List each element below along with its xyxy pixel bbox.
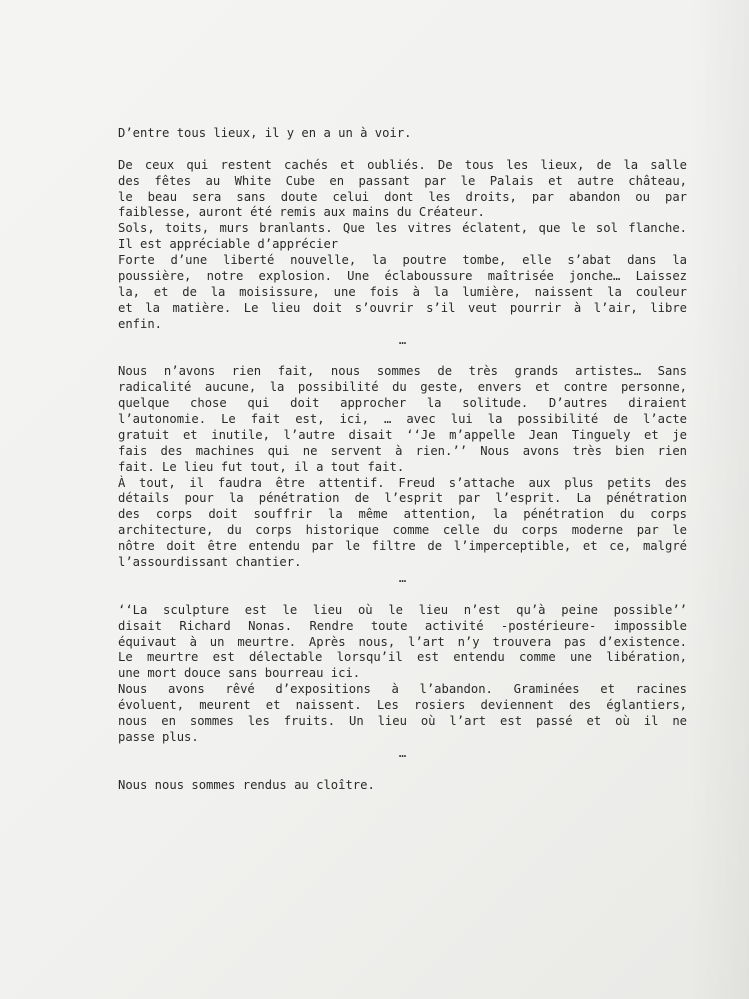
text-line: poussière, notre explosion. Une éclaboussure maîtrisée jonche… Laissez <box>118 269 687 284</box>
text-line: détails pour la pénétration de l’esprit par l’esprit. La pénétration <box>118 491 687 506</box>
section-separator: … <box>398 570 407 585</box>
page-edge-shadow <box>689 0 749 999</box>
text-line: l’assourdissant chantier. <box>118 555 302 570</box>
body-text <box>118 126 687 793</box>
text-line: disait Richard Nonas. Rendre toute activité -postérieure- impossible <box>118 618 687 633</box>
text-line: Forte d’une liberté nouvelle, la poutre tombe, elle s’abat dans la <box>118 253 687 268</box>
text-line: Nous avons rêvé d’expositions à l’abandon. Graminées et racines <box>118 682 687 697</box>
section-separator: … <box>398 332 407 347</box>
text-line: passe plus. <box>118 729 199 744</box>
text-line: une mort douce sans bourreau ici. <box>118 666 361 681</box>
text-line: Le meurtre est délectable lorsqu’il est entendu comme une libération, <box>118 650 687 665</box>
blank-line <box>118 587 687 603</box>
text-line: et la matière. Le lieu doit s’ouvrir s’il veut pourrir à l’air, libre <box>118 300 687 315</box>
text-line: des fêtes au White Cube en passant par le Palais et autre château, <box>118 173 687 188</box>
text-line: nôtre doit être entendu par le filtre de l’imperceptible, et ce, malgré <box>118 539 687 554</box>
text-line: des corps doit souffrir la même attention, la pénétration du corps <box>118 507 687 522</box>
text-line: Sols, toits, murs branlants. Que les vitres éclatent, que le sol flanche. <box>118 221 687 236</box>
text-line: enfin. <box>118 316 163 331</box>
text-line: Nous n’avons rien fait, nous sommes de très grands artistes… Sans <box>118 364 687 379</box>
text-line: D’entre tous lieux, il y en a un à voir. <box>118 126 412 140</box>
text-line: quelque chose qui doit approcher la solitude. D’autres diraient <box>118 396 687 411</box>
text-line: faiblesse, auront été remis aux mains du Créateur. <box>118 205 485 220</box>
text-line: l’autonomie. Le fait est, ici, … avec lui la possibilité de l’acte <box>118 412 687 427</box>
blank-line <box>118 348 687 364</box>
text-line: Nous nous sommes rendus au cloître. <box>118 777 375 792</box>
text-line: fait. Le lieu fut tout, il a tout fait. <box>118 459 405 474</box>
section-separator: … <box>398 745 407 760</box>
text-line: évoluent, meurent et naissent. Les rosiers deviennent des églantiers, <box>118 698 687 713</box>
text-line: équivaut à un meurtre. Après nous, l’art n’y trouvera pas d’existence. <box>118 634 687 649</box>
text-line: De ceux qui restent cachés et oubliés. De tous les lieux, de la salle <box>118 157 687 172</box>
text-line: nous en sommes les fruits. Un lieu où l’art est passé et où il ne <box>118 713 687 728</box>
blank-line <box>118 142 687 158</box>
blank-line <box>118 762 687 778</box>
text-line: gratuit et inutile, l’autre disait ‘‘Je m’appelle Jean Tinguely et je <box>118 427 687 442</box>
text-line: ‘‘La sculpture est le lieu où le lieu n’est qu’à peine possible’’ <box>118 602 687 617</box>
text-line: la, et de la moisissure, une fois à la lumière, naissent la couleur <box>118 284 687 299</box>
text-line: À tout, il faudra être attentif. Freud s’attache aux plus petits des <box>118 475 687 490</box>
text-line: radicalité aucune, la possibilité du geste, envers et contre personne, <box>118 380 687 395</box>
text-line: Il est appréciable d’apprécier <box>118 237 339 252</box>
text-line: fais des machines qui ne servent à rien.’’ Nous avons très bien rien <box>118 443 687 458</box>
text-line: architecture, du corps historique comme celle du corps moderne par le <box>118 523 687 538</box>
text-line: le beau sera sans doute celui dont les droits, par abandon ou par <box>118 189 687 204</box>
